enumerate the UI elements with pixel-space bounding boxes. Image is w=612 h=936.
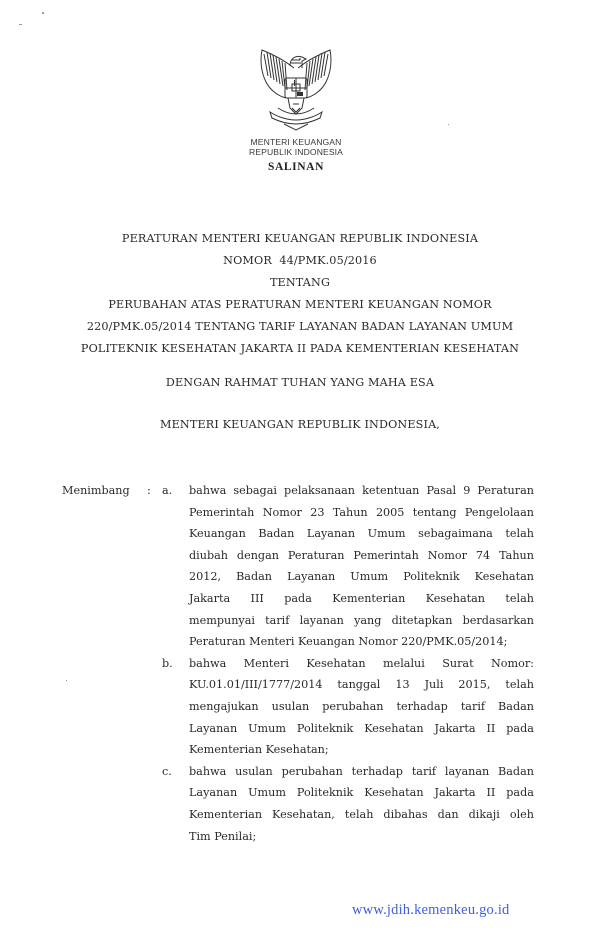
text-line: Peraturan Menteri Keuangan Nomor 220/PMK.05/2014;: [189, 635, 508, 649]
text-line: Jakarta III pada Kementerian Kesehatan telah: [189, 591, 534, 605]
regulation-title: [0, 228, 600, 360]
item-text: [189, 480, 534, 653]
text-line: 2012, Badan Layanan Umum Politeknik Kesehatan: [189, 570, 534, 584]
scan-speck: [66, 680, 67, 681]
scan-speck: [42, 12, 44, 14]
issuer: MENTERI KEUANGAN REPUBLIK INDONESIA,: [159, 418, 441, 431]
item-letter: b.: [162, 656, 173, 670]
title-line: PERUBAHAN ATAS PERATURAN MENTERI KEUANGAN NOMOR: [108, 298, 492, 311]
text-line: Layanan Umum Politeknik Kesehatan Jakarta II pada: [189, 721, 534, 735]
invocation: DENGAN RAHMAT TUHAN YANG MAHA ESA: [165, 376, 435, 389]
text-line: bahwa usulan perubahan terhadap tarif layanan Badan: [189, 764, 534, 778]
title-line: PERATURAN MENTERI KEUANGAN REPUBLIK INDONESIA: [121, 232, 479, 245]
text-line: Layanan Umum Politeknik Kesehatan Jakarta II pada: [189, 786, 534, 800]
text-line: Tim Penilai;: [189, 829, 257, 843]
text-line: mengajukan usulan perubahan terhadap tarif Badan: [189, 699, 534, 713]
ministry-name-line1: MENTERI KEUANGAN: [250, 137, 342, 147]
ministry-name-line2: REPUBLIK INDONESIA: [249, 147, 343, 157]
considering-colon: :: [147, 484, 151, 497]
text-line: mempunyai tarif layanan yang ditetapkan berdasarkan: [189, 613, 534, 627]
title-line: 220/PMK.05/2014 TENTANG TARIF LAYANAN BADAN LAYANAN UMUM: [86, 320, 514, 333]
item-letter: c.: [162, 764, 172, 778]
text-line: bahwa Menteri Kesehatan melalui Surat Nomor:: [189, 656, 534, 670]
text-line: diubah dengan Peraturan Pemerintah Nomor 74 Tahun: [189, 548, 534, 562]
scan-speck: [19, 24, 22, 25]
jdih-website-link[interactable]: www.jdih.kemenkeu.go.id: [352, 902, 510, 918]
text-line: Keuangan Badan Layanan Umum sebagaimana telah: [189, 527, 534, 541]
text-line: bahwa sebagai pelaksanaan ketentuan Pasal 9 Peraturan: [189, 484, 534, 497]
copy-label: SALINAN: [268, 161, 324, 173]
considering-label: Menimbang: [62, 484, 130, 497]
item-text: [189, 653, 534, 761]
title-line: TENTANG: [269, 276, 331, 289]
text-line: Kementerian Kesehatan;: [189, 743, 329, 757]
title-line: POLITEKNIK KESEHATAN JAKARTA II PADA KEMENTERIAN KESEHATAN: [80, 342, 520, 355]
garuda-emblem-icon: [256, 46, 336, 132]
scan-speck: [448, 124, 449, 125]
text-line: Pemerintah Nomor 23 Tahun 2005 tentang Pengelolaan: [189, 505, 534, 519]
item-letter: a.: [162, 484, 173, 497]
text-line: Kementerian Kesehatan, telah dibahas dan dikaji oleh: [189, 807, 534, 821]
regulation-number: NOMOR 44/PMK.05/2016: [223, 254, 377, 267]
item-text: [189, 761, 534, 847]
text-line: KU.01.01/III/1777/2014 tanggal 13 Juli 2015, telah: [189, 678, 534, 692]
